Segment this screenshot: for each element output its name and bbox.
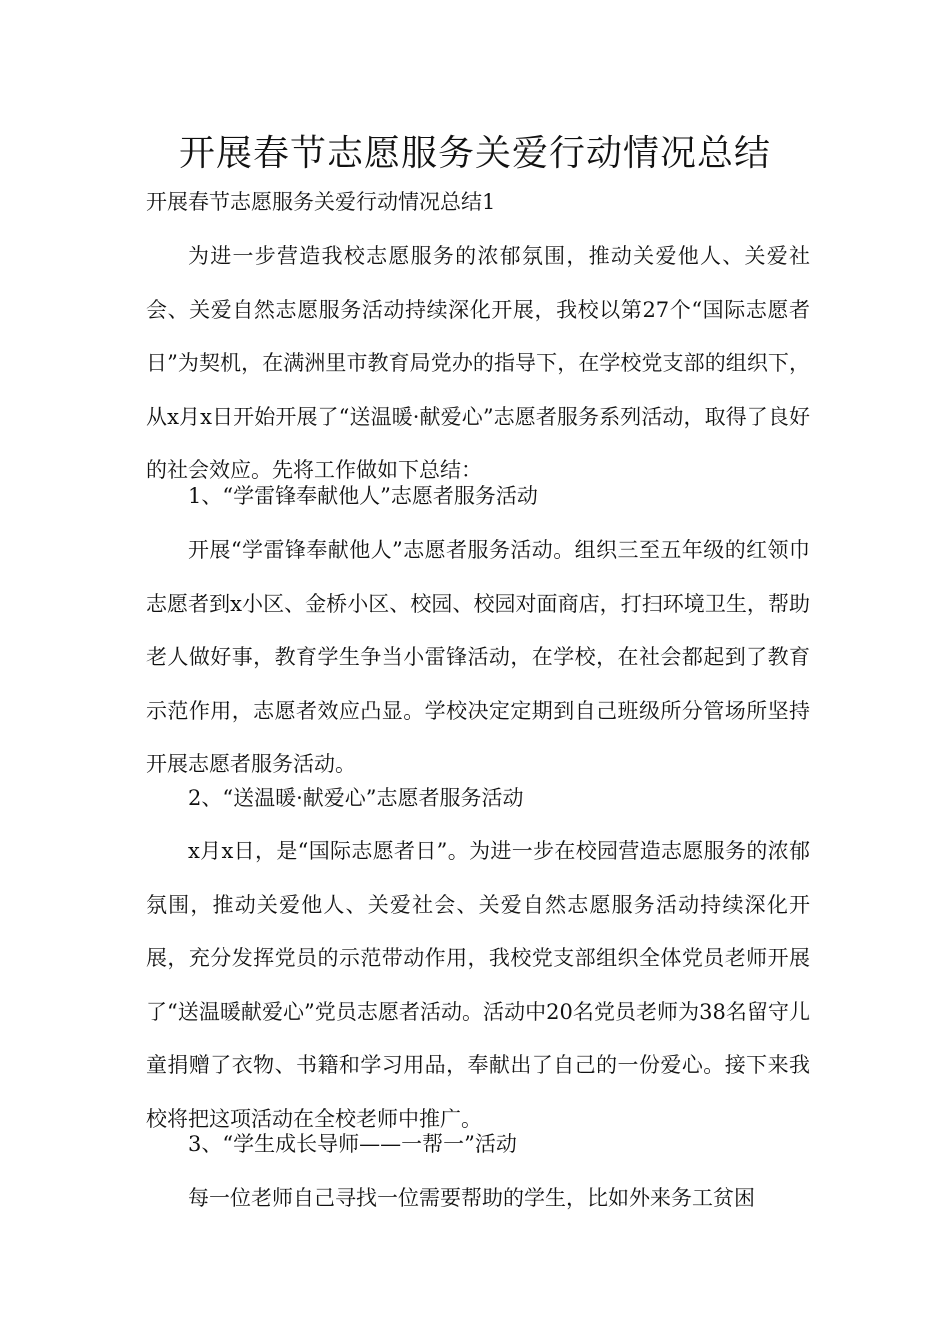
document-subtitle: 开展春节志愿服务关爱行动情况总结1 <box>146 190 496 214</box>
section-2-paragraph: x月x日，是“国际志愿者日”。为进一步在校园营造志愿服务的浓郁氛围，推动关爱他人、关爱社会、关爱自然志愿服务活动持续深化开展，充分发挥党员的示范带动作用，我校党支部组织全体党员老师开展了“送温暖献爱心”党员志愿者活动。活动中20名党员老师为38名留守儿童捐赠了衣物、书籍和学习用品，奉献出了自己的一份爱心。接下来我校将把这项活动在全校老师中推广。 <box>146 839 810 1131</box>
section-3-paragraph: 每一位老师自己寻找一位需要帮助的学生，比如外来务工贫困 <box>188 1186 755 1210</box>
section-2-heading: 2、“送温暖·献爱心”志愿者服务活动 <box>188 786 524 810</box>
section-1-paragraph: 开展“学雷锋奉献他人”志愿者服务活动。组织三至五年级的红领巾志愿者到x小区、金桥小区、校园、校园对面商店，打扫环境卫生，帮助老人做好事，教育学生争当小雷锋活动，在学校，在社会都起到了教育示范作用，志愿者效应凸显。学校决定定期到自己班级所分管场所坚持开展志愿者服务活动。 <box>146 538 810 776</box>
section-1-heading: 1、“学雷锋奉献他人”志愿者服务活动 <box>188 484 538 508</box>
document-title: 开展春节志愿服务关爱行动情况总结 <box>178 133 771 174</box>
section-3-heading: 3、“学生成长导师——一帮一”活动 <box>188 1132 517 1156</box>
intro-paragraph: 为进一步营造我校志愿服务的浓郁氛围，推动关爱他人、关爱社会、关爱自然志愿服务活动持续深化开展，我校以第27个“国际志愿者日”为契机，在满洲里市教育局党办的指导下，在学校党支部的组织下，从x月x日开始开展了“送温暖·献爱心”志愿者服务系列活动，取得了良好的社会效应。先将工作做如下总结： <box>146 244 810 482</box>
